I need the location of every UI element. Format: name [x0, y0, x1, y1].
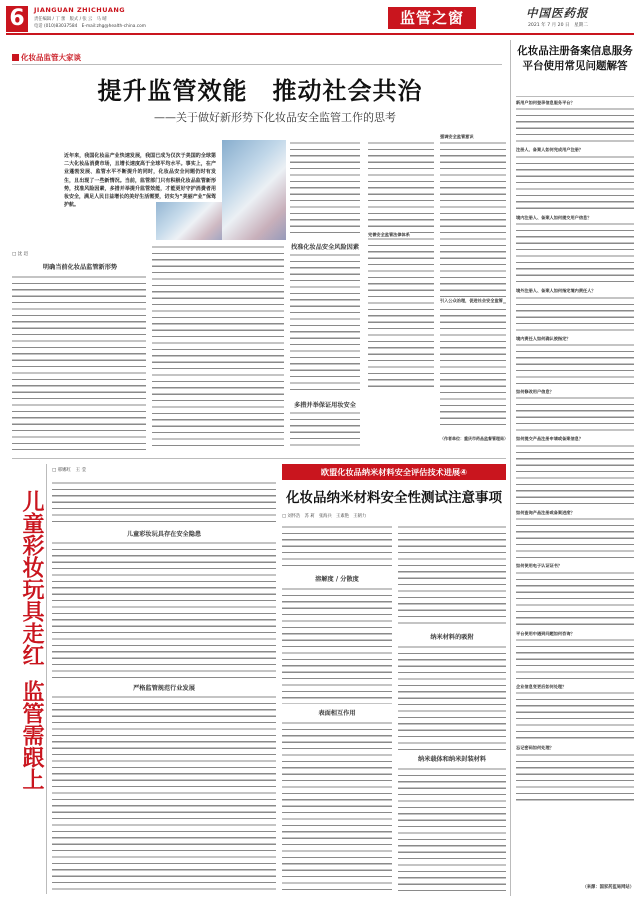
sidebar-question: 境内责任人如何确认被指定？ — [516, 335, 571, 341]
sidebar-item — [516, 389, 634, 433]
lead-section-2: 找准化妆品安全风险因素 — [290, 244, 360, 251]
sidebar-question: 如何修改用户信息？ — [516, 389, 554, 395]
lead-text-col4 — [440, 140, 506, 430]
toys-byline: □ 邢娜红 王 莹 — [52, 468, 87, 473]
masthead-rule — [6, 33, 634, 35]
sidebar-question: 忘记密码如何处理？ — [516, 745, 554, 751]
lead-right-heading-3: 引入公众治理，促进社会安全监管 — [440, 298, 503, 303]
column-tag-marker — [12, 54, 19, 61]
sidebar-question: 如何查询产品注册或备案进度？ — [516, 509, 575, 515]
lead-text-col1 — [12, 274, 146, 450]
column-tag-rule — [12, 64, 502, 65]
sidebar-question: 新用户如何登录信息服务平台？ — [516, 100, 575, 105]
sidebar-answer — [516, 637, 634, 681]
sidebar-answer — [516, 221, 634, 285]
paper-name: 中国医药报 — [526, 6, 589, 20]
column-tag — [12, 53, 81, 63]
nano-text-d — [398, 524, 506, 628]
nano-sub-2: 表面相互作用 — [318, 710, 356, 717]
nano-banner — [282, 464, 506, 480]
sidebar-answer — [516, 295, 634, 333]
sidebar-item — [516, 436, 634, 506]
sidebar-item — [516, 684, 634, 742]
toys-title-1: 儿童彩妆玩具走红 — [19, 490, 44, 666]
nano-text-a — [282, 524, 392, 570]
lead-text-col1b — [152, 244, 284, 450]
toys-text-b — [52, 540, 276, 678]
nano-text-f — [398, 766, 506, 892]
lead-bottom-rule — [12, 458, 506, 459]
lead-byline: □ 沈 迅 — [12, 252, 29, 257]
sidebar-title-rule — [516, 96, 634, 97]
lead-intro: 近年来，我国化妆品产业快速发展，我国已成为仅次于美国的全球第二大化妆品消费市场，且增长速度高于全球平均水平。事实上，在产业蓬勃发展、监管水平不断提升的同时，化妆品安全问题仍时有发生，且出现了一些新情况。当前，监管部门只有积极化妆品监管新形势，找准风险因素，多措并举提升监管效能，才能更好守护消费者用妆安全，满足人民日益增长的美好生活需要，切实为“美丽产业”保驾护航。 — [64, 153, 216, 209]
nano-text-b — [282, 586, 392, 704]
lead-photo — [222, 140, 286, 240]
section-title: 监管之窗 — [388, 7, 476, 29]
sidebar-question: 境外注册人、备案人如何指定境内责任人？ — [516, 288, 596, 294]
sidebar-answer — [516, 395, 634, 433]
sidebar-item — [516, 215, 634, 285]
sidebar-answer — [516, 516, 634, 560]
lead-headline: 提升监管效能 推动社会共治 — [97, 77, 423, 105]
lead-text-col2 — [290, 140, 360, 238]
nano-byline: □ 刘怀浩 苏 莉 张海兵 王素艳 王朝力 — [282, 514, 367, 519]
sidebar-answer — [516, 752, 634, 804]
toys-title-divider — [46, 464, 47, 894]
toys-title-2: 监管需跟上 — [19, 680, 44, 790]
contact-line: 电话 (010)83037584 E-mail:zhg@health-china.com — [34, 24, 146, 29]
sidebar-answer — [516, 690, 634, 742]
toys-sub-2: 严格监管规范行业发展 — [133, 685, 195, 692]
masthead — [6, 6, 634, 32]
sidebar-item — [516, 510, 634, 560]
nano-banner-label: 欧盟化妆品纳米材料安全评估技术进展 — [320, 467, 461, 477]
sidebar-divider — [510, 40, 511, 896]
sidebar-question: 如何提交产品注册申请或备案信息？ — [516, 436, 584, 442]
nano-sub-3: 纳米材料的吸附 — [430, 634, 474, 641]
sidebar-question: 如何使用电子认证证书？ — [516, 563, 563, 569]
lead-text-col2c — [290, 410, 360, 450]
lead-text-col3 — [368, 140, 434, 390]
lead-photo-continued — [156, 202, 222, 240]
page-number: 6 — [6, 6, 28, 32]
nano-text-c — [282, 720, 392, 892]
nano-text-e — [398, 644, 506, 750]
nano-headline: 化妆品纳米材料安全性测试注意事项 — [286, 490, 502, 506]
nano-banner-number: ④ — [460, 467, 468, 477]
sidebar-answer — [516, 154, 634, 212]
sidebar-list — [516, 100, 634, 870]
toys-text-c — [52, 694, 276, 892]
sidebar-item — [516, 745, 634, 803]
sidebar-answer — [516, 342, 634, 386]
sidebar-question: 企业信息变更后如何处理？ — [516, 684, 567, 690]
sidebar-source: （来源：国家药监局网站） — [582, 885, 634, 890]
section-pinyin: JIANGUAN ZHICHUANG — [34, 6, 126, 14]
toys-sub-1: 儿童彩妆玩具存在安全隐患 — [126, 531, 202, 538]
sidebar-question: 平台使用中遇到问题如何咨询？ — [516, 630, 575, 636]
lead-right-heading-1: 强调安全监管意识 — [440, 134, 474, 139]
sidebar-item — [516, 100, 634, 144]
sidebar-item — [516, 563, 634, 627]
sidebar-answer — [516, 443, 634, 507]
sidebar-question: 境内注册人、备案人如何提交用户信息？ — [516, 214, 592, 220]
sidebar-answer — [516, 106, 634, 144]
sidebar-item — [516, 288, 634, 332]
sidebar-item — [516, 631, 634, 681]
nano-sub-4: 纳米载体和纳米封装材料 — [417, 756, 487, 763]
nano-sub-1: 溶解度 / 分散度 — [315, 576, 359, 583]
lead-section-1: 明确当前化妆品监管新形势 — [42, 264, 118, 271]
lead-subhead: ——关于做好新形势下化妆品安全监管工作的思考 — [154, 111, 396, 124]
issue-date: 2021 年 7 月 20 日 星期二 — [528, 23, 588, 28]
sidebar-question: 注册人、备案人如何完成用户注册？ — [516, 147, 584, 153]
lead-section-3: 多措并举保证用妆安全 — [294, 402, 356, 409]
column-tag-label: 化妆品监管大家谈 — [21, 53, 81, 62]
sidebar-item — [516, 147, 634, 211]
sidebar-title: 化妆品注册备案信息服务平台使用常见问题解答 — [517, 45, 633, 72]
lead-right-heading-2: 完善安全监管法律体系 — [368, 232, 410, 237]
lead-text-col2b — [290, 252, 360, 392]
toys-text-a — [52, 480, 276, 524]
sidebar-answer — [516, 570, 634, 628]
editor-line: 责任编辑 / 丁 蕾 版式 / 张 云 马 晴 — [34, 17, 107, 22]
lead-source: （作者单位：重庆市药品监督管理局） — [440, 436, 508, 441]
sidebar-item — [516, 336, 634, 386]
